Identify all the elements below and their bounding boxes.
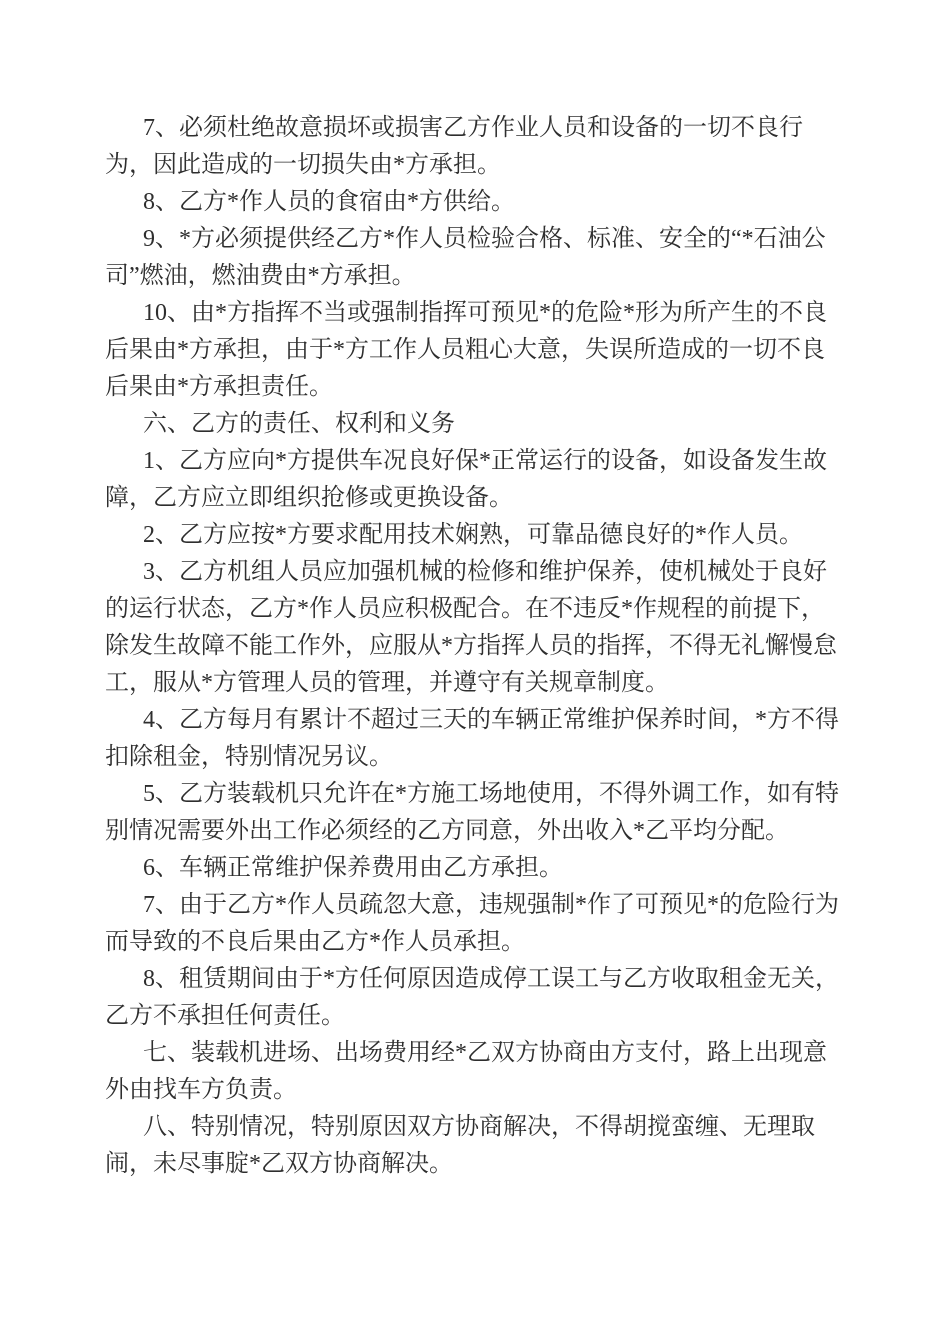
section-6-clause-item-5: 5、乙方装载机只允许在*方施工场地使用，不得外调工作，如有特别情况需要外出工作必须经的乙方同意，外出收入*乙平均分配。 [105, 781, 839, 844]
section-6-clause-item-4: 4、乙方每月有累计不超过三天的车辆正常维护保养时间，*方不得扣除租金，特别情况另议。 [105, 707, 839, 770]
section-6-heading: 六、乙方的责任、权利和义务 [143, 411, 455, 437]
document-body [105, 110, 845, 1183]
clause-item-7: 7、必须杜绝故意损坏或损害乙方作业人员和设备的一切不良行为，因此造成的一切损失由*方承担。 [105, 115, 803, 178]
section-6-clause-item-6: 6、车辆正常维护保养费用由乙方承担。 [143, 855, 563, 881]
section-6-clause-item-3: 3、乙方机组人员应加强机械的检修和维护保养，使机械处于良好的运行状态，乙方*作人员应积极配合。在不违反*作规程的前提下，除发生故障不能工作外，应服从*方指挥人员的指挥，不得无礼懈慢怠工，服从*方管理人员的管理，并遵守有关规章制度。 [105, 559, 837, 696]
section-6-clause-item-7: 7、由于乙方*作人员疏忽大意，违规强制*作了可预见*的危险行为而导致的不良后果由乙方*作人员承担。 [105, 892, 839, 955]
section-8-clause: 八、特别情况，特别原因双方协商解决，不得胡搅蛮缠、无理取闹，未尽事腚*乙双方协商解决。 [105, 1114, 815, 1177]
clause-item-9: 9、*方必须提供经乙方*作人员检验合格、标准、安全的“*石油公司”燃油，燃油费由*方承担。 [105, 226, 826, 289]
section-6-clause-item-1: 1、乙方应向*方提供车况良好保*正常运行的设备，如设备发生故障，乙方应立即组织抢修或更换设备。 [105, 448, 827, 511]
clause-item-10: 10、由*方指挥不当或强制指挥可预见*的危险*形为所产生的不良后果由*方承担，由于*方工作人员粗心大意，失误所造成的一切不良后果由*方承担责任。 [105, 300, 827, 400]
clause-item-8: 8、乙方*作人员的食宿由*方供给。 [143, 189, 515, 215]
section-7-clause: 七、装载机进场、出场费用经*乙双方协商由方支付，路上出现意外由找车方负责。 [105, 1040, 827, 1103]
section-6-clause-item-8: 8、租赁期间由于*方任何原因造成停工误工与乙方收取租金无关，乙方不承担任何责任。 [105, 966, 839, 1029]
section-6-clause-item-2: 2、乙方应按*方要求配用技术娴熟，可靠品德良好的*作人员。 [143, 522, 803, 548]
